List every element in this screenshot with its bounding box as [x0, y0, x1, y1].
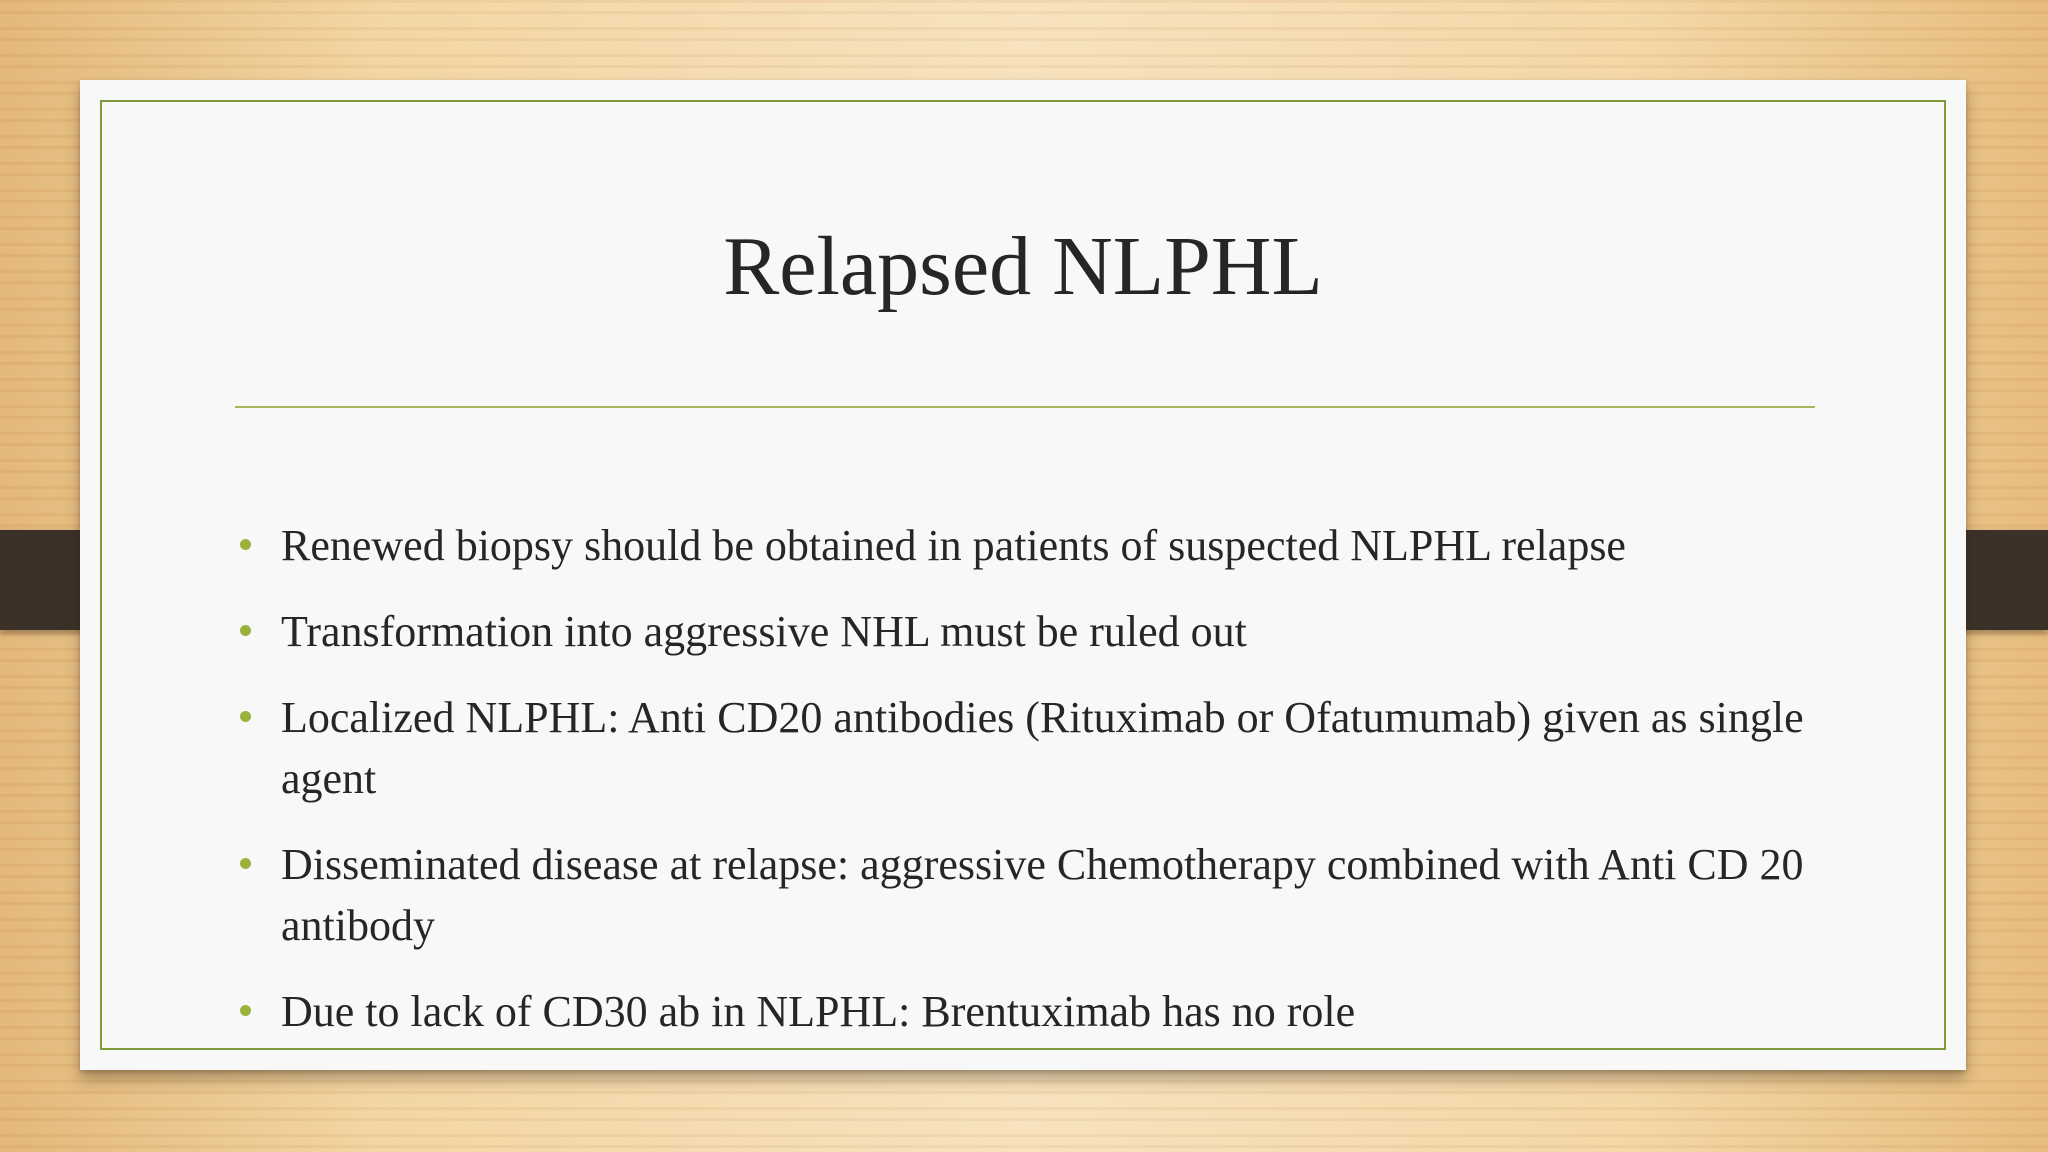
slide	[80, 80, 1966, 1070]
bullet-dot-icon	[240, 858, 251, 869]
bullet-item	[235, 834, 1835, 956]
bullet-text: Disseminated disease at relapse: aggressive Chemotherapy combined with Anti CD 20 antibody	[281, 840, 1804, 950]
bullet-item	[235, 687, 1835, 809]
bullet-dot-icon	[240, 539, 251, 550]
bullet-text: Localized NLPHL: Anti CD20 antibodies (Rituximab or Ofatumumab) given as single agent	[281, 693, 1804, 803]
bullet-dot-icon	[240, 1005, 251, 1016]
bullet-item	[235, 515, 1835, 576]
bullet-text: Due to lack of CD30 ab in NLPHL: Brentuximab has no role	[281, 987, 1356, 1036]
bullet-dot-icon	[240, 625, 251, 636]
bullet-text: Transformation into aggressive NHL must be ruled out	[281, 607, 1247, 656]
bullet-list	[235, 515, 1835, 1067]
slide-title: Relapsed NLPHL	[723, 220, 1323, 313]
bullet-dot-icon	[240, 711, 251, 722]
title-divider	[235, 406, 1815, 408]
bullet-item	[235, 601, 1835, 662]
bullet-item	[235, 981, 1835, 1042]
bullet-text: Renewed biopsy should be obtained in patients of suspected NLPHL relapse	[281, 521, 1626, 570]
